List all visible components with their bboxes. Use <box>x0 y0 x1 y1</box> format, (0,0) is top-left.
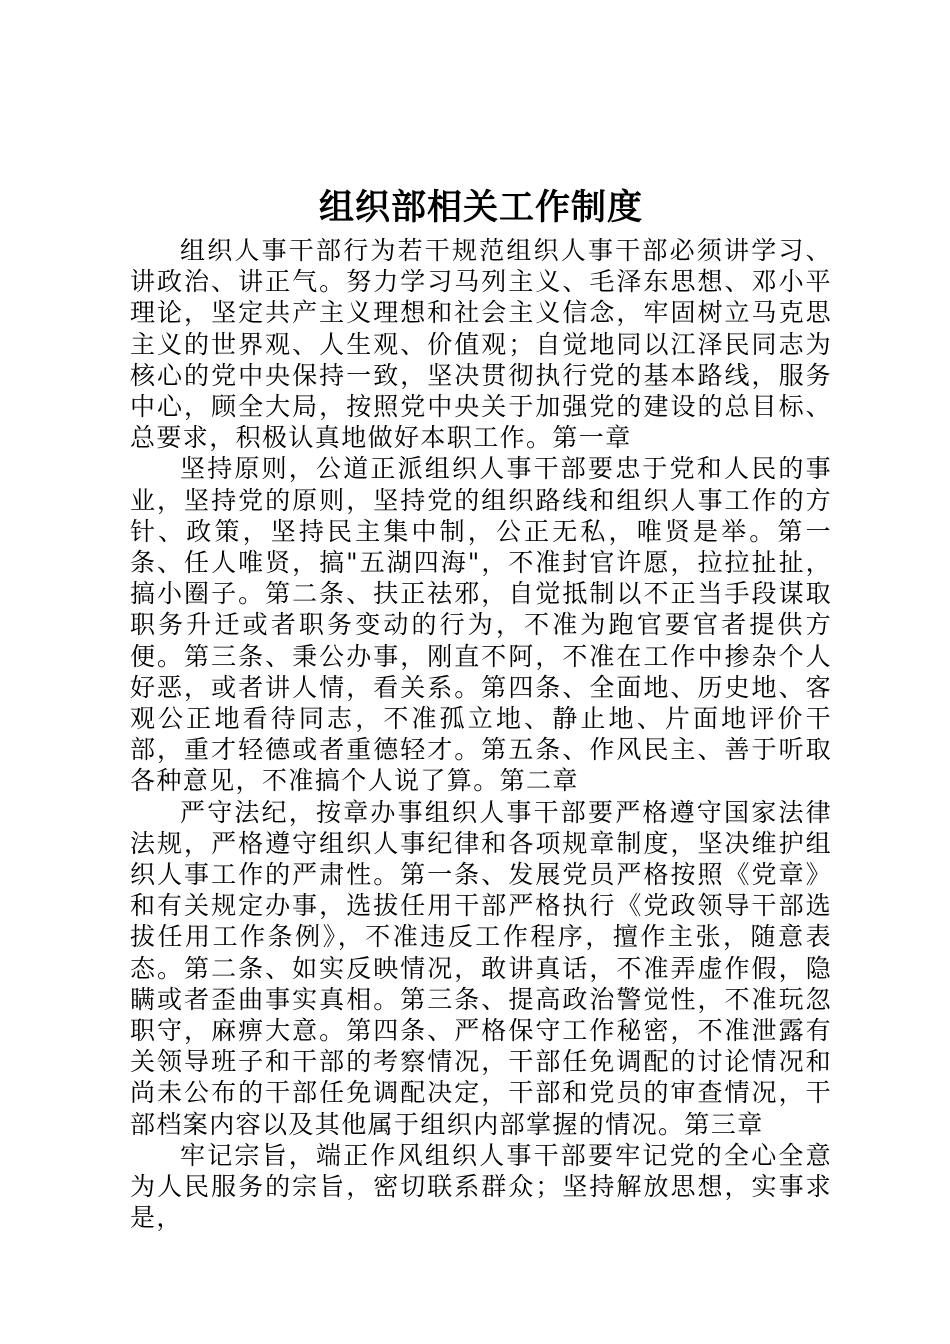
paragraph: 组织人事干部行为若干规范组织人事干部必须讲学习、讲政治、讲正气。努力学习马列主义、毛泽东思想、邓小平理论，坚定共产主义理想和社会主义信念，牢固树立马克思主义的世界观、人生观、价值观；自觉地同以江泽民同志为核心的党中央保持一致，坚决贯彻执行党的基本路线，服务中心，顾全大局，按照党中央关于加强党的建设的总目标、总要求，积极认真地做好本职工作。第一章 <box>130 236 832 453</box>
document-page <box>130 183 832 1234</box>
paragraph: 严守法纪，按章办事组织人事干部要严格遵守国家法律法规，严格遵守组织人事纪律和各项规章制度，坚决维护组织人事工作的严肃性。第一条、发展党员严格按照《党章》和有关规定办事，选拔任用干部严格执行《党政领导干部选拔任用工作条例》，不准违反工作程序，擅作主张，随意表态。第二条、如实反映情况，敢讲真话，不准弄虚作假，隐瞒或者歪曲事实真相。第三条、提高政治警觉性，不准玩忽职守，麻痹大意。第四条、严格保守工作秘密，不准泄露有关领导班子和干部的考察情况，干部任免调配的讨论情况和尚未公布的干部任免调配决定，干部和党员的审查情况，干部档案内容以及其他属于组织内部掌握的情况。第三章 <box>130 797 832 1139</box>
document-title: 组织部相关工作制度 <box>318 187 643 228</box>
paragraph: 牢记宗旨，端正作风组织人事干部要牢记党的全心全意为人民服务的宗旨，密切联系群众；坚持解放思想，实事求是， <box>130 1140 832 1233</box>
paragraph: 坚持原则，公道正派组织人事干部要忠于党和人民的事业，坚持党的原则，坚持党的组织路线和组织人事工作的方针、政策，坚持民主集中制，公正无私，唯贤是举。第一条、任人唯贤，搞"五湖四海"，不准封官许愿，拉拉扯扯，搞小圈子。第二条、扶正祛邪，自觉抵制以不正当手段谋取职务升迁或者职务变动的行为，不准为跑官要官者提供方便。第三条、秉公办事，刚直不阿，不准在工作中掺杂个人好恶，或者讲人情，看关系。第四条、全面地、历史地、客观公正地看待同志，不准孤立地、静止地、片面地评价干部，重才轻德或者重德轻才。第五条、作风民主、善于听取各种意见，不准搞个人说了算。第二章 <box>130 454 832 796</box>
